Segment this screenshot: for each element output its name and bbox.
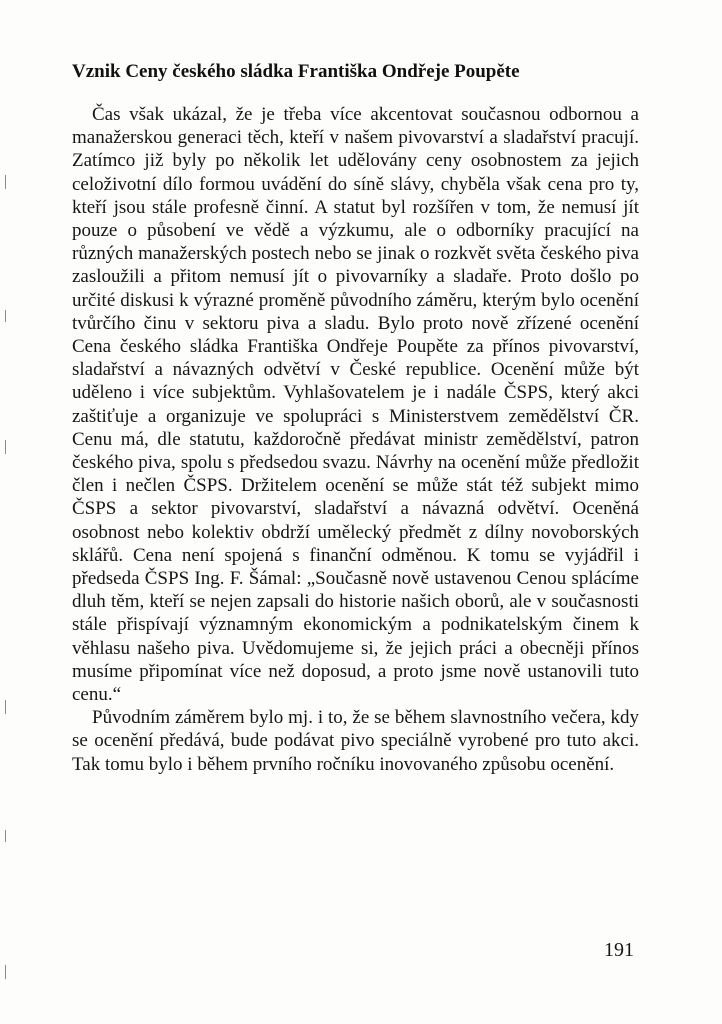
- page-number: 191: [604, 939, 634, 961]
- paragraph-1: Čas však ukázal, že je třeba více akcentovat současnou odbornou a manažerskou generaci těch, kteří v našem pivovarství a sladařství pracují. Zatímco již byly po několik let udělovány ceny osobnostem za jejich celoživotní dílo formou uvádění do síně slávy, chyběla však cena pro ty, kteří jsou stále profesně činní. A statut byl rozšířen v tom, že nemusí jít pouze o působení ve vědě a výzkumu, ale o odborníky pracující na různých manažerských postech nebo se jinak o rozkvět světa českého piva zasloužili a přitom nemusí jít o pivovarníky a sladaře. Proto došlo po určité diskusi k výrazné proměně původního záměru, kterým bylo ocenění tvůrčího činu v sektoru piva a sladu. Bylo proto nově zřízené ocenění Cena českého sládka Františka Ondřeje Poupěte za přínos pivovarství, sladařství a návazných odvětví v České republice. Ocenění může být uděleno i více subjektům. Vyhlašovatelem je i nadále ČSPS, který akci zaštiťuje a organizuje ve spolupráci s Ministerstvem zemědělství ČR. Cenu má, dle statutu, každoročně předávat ministr zemědělství, patron českého piva, spolu s předsedou svazu. Návrhy na ocenění může předložit člen i nečlen ČSPS. Držitelem ocenění se může stát též subjekt mimo ČSPS a sektor pivovarství, sladařství a návazná odvětví. Oceněná osobnost nebo kolektiv obdrží umělecký předmět z dílny novoborských sklářů. Cena není spojená s finanční odměnou. K tomu se vyjádřil i předseda ČSPS Ing. F. Šámal: „Současně nově ustavenou Cenou splácíme dluh těm, kteří se nejen zapsali do historie našich oborů, ale v současnosti stále přispívají významným ekonomickým a podnikatelským činem k věhlasu našeho piva. Uvědomujeme si, že jejich práci a obecněji přínos musíme připomínat více než doposud, a proto jsme nově ustanovili tuto cenu.“: [72, 104, 639, 706]
- scan-edge-mark: [5, 830, 6, 842]
- scan-edge-mark: [5, 175, 6, 189]
- scan-edge-mark: [5, 965, 6, 979]
- paragraph-2: Původním záměrem bylo mj. i to, že se během slavnostního večera, kdy se ocenění předává, bude podávat pivo speciálně vyrobené pro tuto akci. Tak tomu bylo i během prvního ročníku inovovaného způsobu ocenění.: [72, 707, 639, 775]
- scan-edge-mark: [5, 440, 6, 454]
- scan-edge-mark: [5, 310, 6, 322]
- scan-edge-mark: [5, 700, 6, 714]
- section-heading: Vznik Ceny českého sládka Františka Ondřeje Poupěte: [72, 61, 520, 82]
- body-text: [72, 103, 639, 776]
